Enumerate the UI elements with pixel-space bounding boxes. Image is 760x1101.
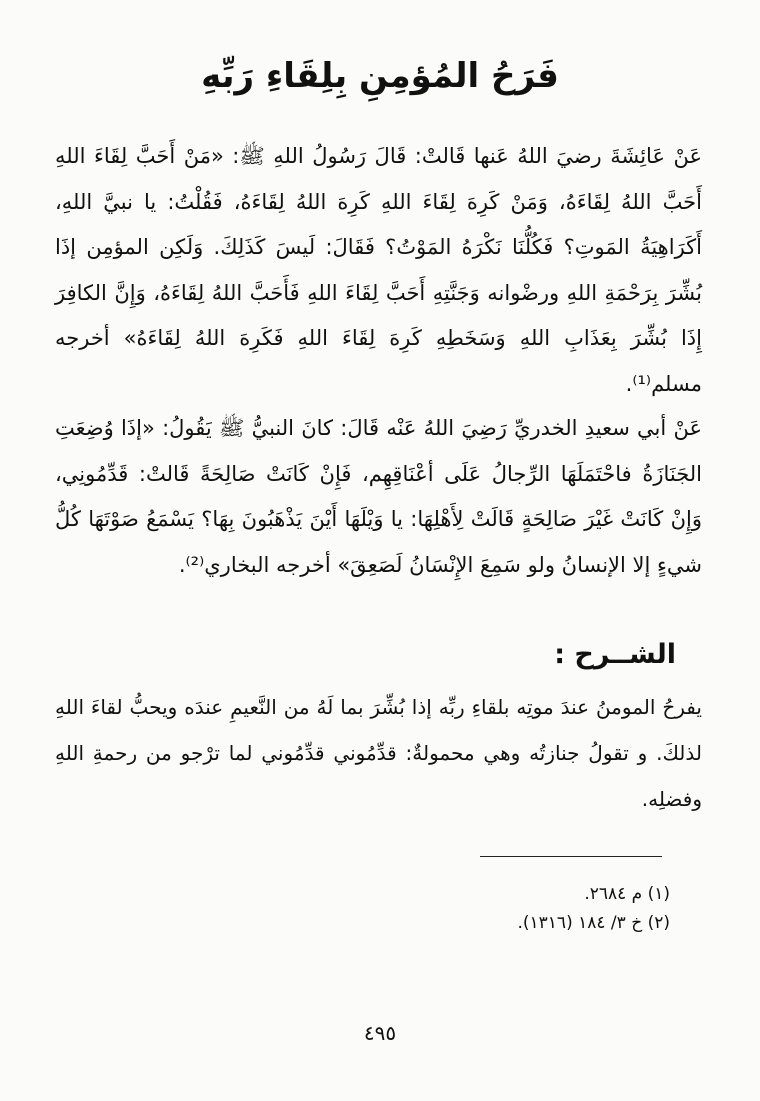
footnote-item: (٢) خ ٣/ ١٨٤ (١٣١٦). [517,913,670,933]
hadith-aisha-paragraph: عَنْ عَائِشَةَ رضيَ اللهُ عَنها قَالتْ: قَالَ رَسُولُ اللهِ ﷺ: «مَنْ أَحَبَّ لِقَاءَ اللهِ أَحَبَّ اللهُ لِقَاءَهُ، وَمَنْ كَرِهَ لِقَاءَ اللهِ كَرِهَ اللهُ لِقَاءَهُ، فَقُلْتُ: يا نبيَّ اللهِ، أَكَرَاهِيَةُ المَوتِ؟ فَكُلُّنَا نَكْرَهُ المَوْتُ؟ فَقَالَ: لَيسَ كَذَلِكَ. وَلَكِن المؤمِن إذَا بُشِّرَ بِرَحْمَةِ اللهِ ورضْوانه وَجَنَّتِهِ أَحَبَّ لِقَاءَ اللهِ فَأَحَبَّ اللهُ لِقَاءَهُ، وَإِنَّ الكافِرَ إِذَا بُشِّرَ بِعَذَابِ اللهِ وَسَخَطِهِ كَرِهَ لِقَاءَ اللهِ فَكَرِهَ اللهُ لِقَاءَهُ» أخرجه مسلم⁽¹⁾. [55,144,702,396]
explanation-paragraph: يفرحُ المومنُ عندَ موتِه بلقاءِ ربِّه إذا بُشِّرَ بما لَهُ من النَّعيمِ عندَه ويحبُّ لقاءَ اللهِ لذلكَ. و تقولُ جنازتُه وهي محمولةٌ: قدِّمُوني قدِّمُوني لما ترْجو من رحمةِ اللهِ وفضلِه. [55,695,702,811]
footnote-divider [480,856,662,857]
page-title: فَرَحُ المُؤمِنِ بِلِقَاءِ رَبِّهِ [201,56,559,96]
explanation-heading: الشــرح : [554,639,676,670]
hadith-abu-said-paragraph: عَنْ أبي سعيدِ الخدريِّ رَضِيَ اللهُ عَنْه قَالَ: كانَ النبيُّ ﷺ يَقُولُ: «إذَا وُضِعَتِ الجَنَازَةُ فاحْتَمَلَهَا الرِّجالُ عَلَى أعْنَاقِهِم، فَإِنْ كَانَتْ صَالِحَةً قَالتْ: قَدِّمُونِي، وَإِنْ كَانَتْ غَيْرَ صَالِحَةٍ قَالَتْ لِأَهْلِهَا: يا وَيْلَهَا أَيْنَ يَذْهَبُونَ بِهَا؟ يَسْمَعُ صَوْتَهَا كُلُّ شيءٍ إلا الإنسانُ ولو سَمِعَ الإِنْسَانُ لَصَعِقَ» أخرجه البخاري⁽²⁾. [55,416,702,577]
page-number: ٤٩٥ [363,1021,397,1045]
footnote-item: (١) م ٢٦٨٤. [584,884,670,904]
footnotes-list [517,880,670,938]
